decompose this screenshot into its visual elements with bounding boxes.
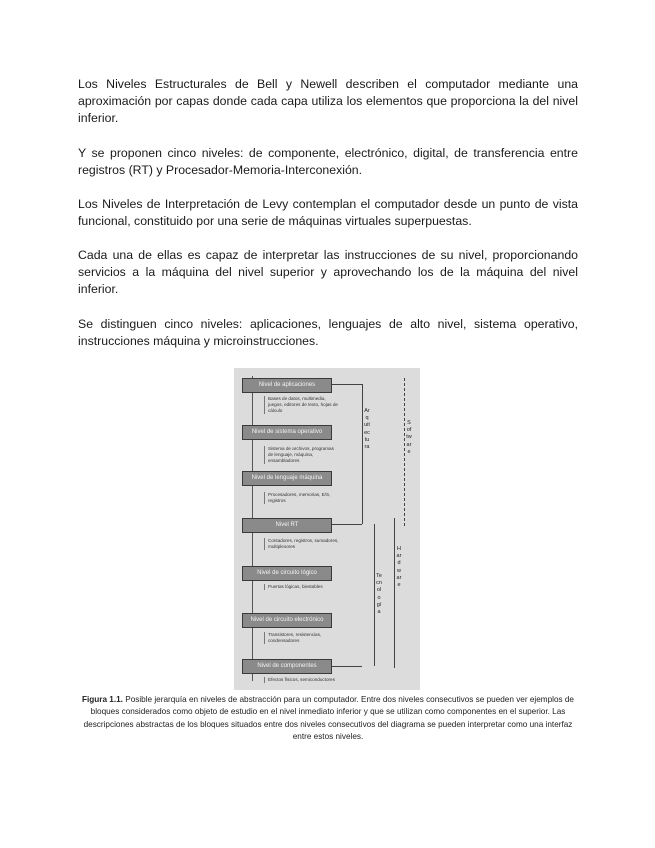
level-aplicaciones: Nivel de aplicaciones [242, 378, 332, 393]
bracket-tick-bottom [332, 666, 362, 667]
block-circuito-electronico: Transistores, resistencias, condensadores [264, 632, 340, 644]
level-circuito-logico: Nivel de circuito lógico [242, 566, 332, 581]
block-circuito-logico: Puertas lógicas, biestables [264, 584, 340, 590]
bracket-software [404, 378, 405, 526]
block-sistema-operativo: Sistema de archivos, programas de lenguaje, máquina, ensambladores [264, 446, 340, 464]
paragraph-cinco-niveles-interpretacion: Se distinguen cinco niveles: aplicaciones, lenguajes de alto nivel, sistema operativo, instrucciones máquina y microinstrucciones. [78, 317, 578, 348]
bracket-tick-rt [332, 524, 362, 525]
bracket-arquitectura [362, 384, 363, 524]
label-arquitectura: Arquitectura [364, 408, 370, 451]
paragraph-levy: Los Niveles de Interpretación de Levy contemplan el computador desde un punto de vista funcional, constituido por una serie de máquinas virtuales superpuestas. [78, 197, 578, 228]
paragraph-bell-newell: Los Niveles Estructurales de Bell y Newell describen el computador mediante una aproximación por capas donde cada capa utiliza los elementos que proporciona la del nivel inferior. [78, 77, 578, 125]
block-lenguaje-maquina: Procesadores, memorias, E/S, registros [264, 492, 340, 504]
block-rt: Contadores, registros, sumadores, multiplexores [264, 538, 340, 550]
label-hardware: Hardware [396, 546, 402, 589]
level-rt: Nivel RT [242, 518, 332, 533]
level-circuito-electronico: Nivel de circuito electrónico [242, 613, 332, 628]
paragraph-cinco-niveles-estructurales: Y se proponen cinco niveles: de componente, electrónico, digital, de transferencia entre registros (RT) y Procesador-Memoria-Interconexión. [78, 146, 578, 177]
block-componentes: Efectos físicos, semiconductores [264, 677, 340, 683]
level-componentes: Nivel de componentes [242, 659, 332, 674]
bracket-tick-top [332, 384, 362, 385]
bracket-hardware [394, 518, 395, 668]
level-sistema-operativo: Nivel de sistema operativo [242, 425, 332, 440]
figure-caption [78, 694, 578, 744]
label-tecnologia: Tecnología [376, 573, 382, 616]
caption-text: Posible jerarquía en niveles de abstracción para un computador. Entre dos niveles consecutivos se pueden ver ejemplos de bloques considerados como objeto de estudio en el nivel inmediato inferior y que se utilizan como componentes en el superior. Las descripciones abstractas de los bloques situados entre dos niveles consecutivos del diagrama se pueden interpretar como una interfaz entre estos niveles. [83, 695, 574, 742]
block-aplicaciones: Bases de datos, multimedia, juegos, editores de texto, hojas de cálculo [264, 396, 340, 414]
level-lenguaje-maquina: Nivel de lenguaje máquina [242, 471, 332, 486]
bracket-tecnologia [374, 524, 375, 666]
abstraction-hierarchy-figure [234, 368, 420, 690]
paragraph-maquinas-virtuales: Cada una de ellas es capaz de interpretar las instrucciones de su nivel, proporcionando servicios a la máquina del nivel superior y aprovechando los de la máquina del nivel inferior. [78, 248, 578, 296]
label-software: Software [406, 420, 412, 455]
caption-label: Figura 1.1. [82, 695, 123, 704]
